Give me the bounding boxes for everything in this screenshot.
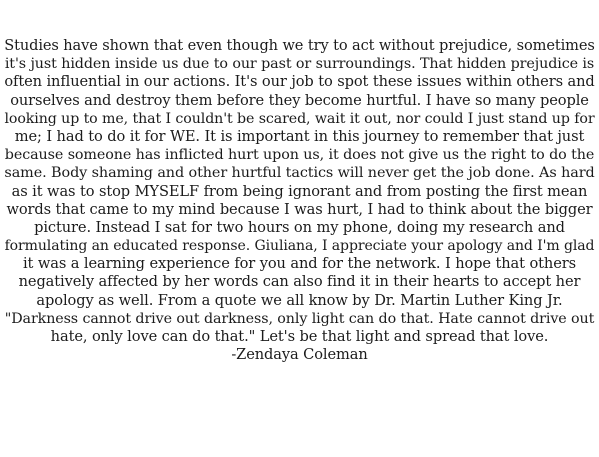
- statement-line: it was a learning experience for you and for the network. I hope that others: [22, 255, 577, 273]
- statement-line: often influential in our actions. It's our job to spot these issues within others and: [4, 73, 595, 91]
- statement-line: same. Body shaming and other hurtful tactics will never get the job done. As hard: [4, 165, 595, 182]
- statement-line: picture. Instead I sat for two hours on my phone, doing my research and: [34, 218, 565, 236]
- statement-line: hate, only love can do that." Let's be that light and spread that love.: [50, 328, 549, 345]
- statement-line: ourselves and destroy them before they become hurtful. I have so many people: [10, 91, 589, 109]
- statement-line: words that came to my mind because I was hurt, I had to think about the bigger: [6, 200, 593, 218]
- statement-line: apology as well. From a quote we all know by Dr. Martin Luther King Jr.: [36, 291, 563, 309]
- statement-line: formulating an educated response. Giuliana, I appreciate your apology and I'm glad: [4, 238, 595, 255]
- statement-line: as it was to stop MYSELF from being ignorant and from posting the first mean: [11, 182, 588, 200]
- statement-line: me; I had to do it for WE. It is important in this journey to remember that just: [14, 127, 585, 145]
- statement-text: [0, 37, 599, 364]
- statement-line: it's just hidden inside us due to our past or surroundings. That hidden prejudice is: [4, 56, 595, 73]
- statement-line: "Darkness cannot drive out darkness, only light can do that. Hate cannot drive out: [4, 310, 595, 327]
- statement-line: looking up to me, that I couldn't be scared, wait it out, nor could I just stand up for: [4, 110, 595, 127]
- statement-line: Studies have shown that even though we try to act without prejudice, sometimes: [4, 37, 595, 54]
- signature: -Zendaya Coleman: [231, 346, 368, 364]
- statement-line: because someone has inflicted hurt upon us, it does not give us the right to do the: [4, 147, 595, 164]
- statement-line: negatively affected by her words can also find it in their hearts to accept her: [18, 273, 581, 291]
